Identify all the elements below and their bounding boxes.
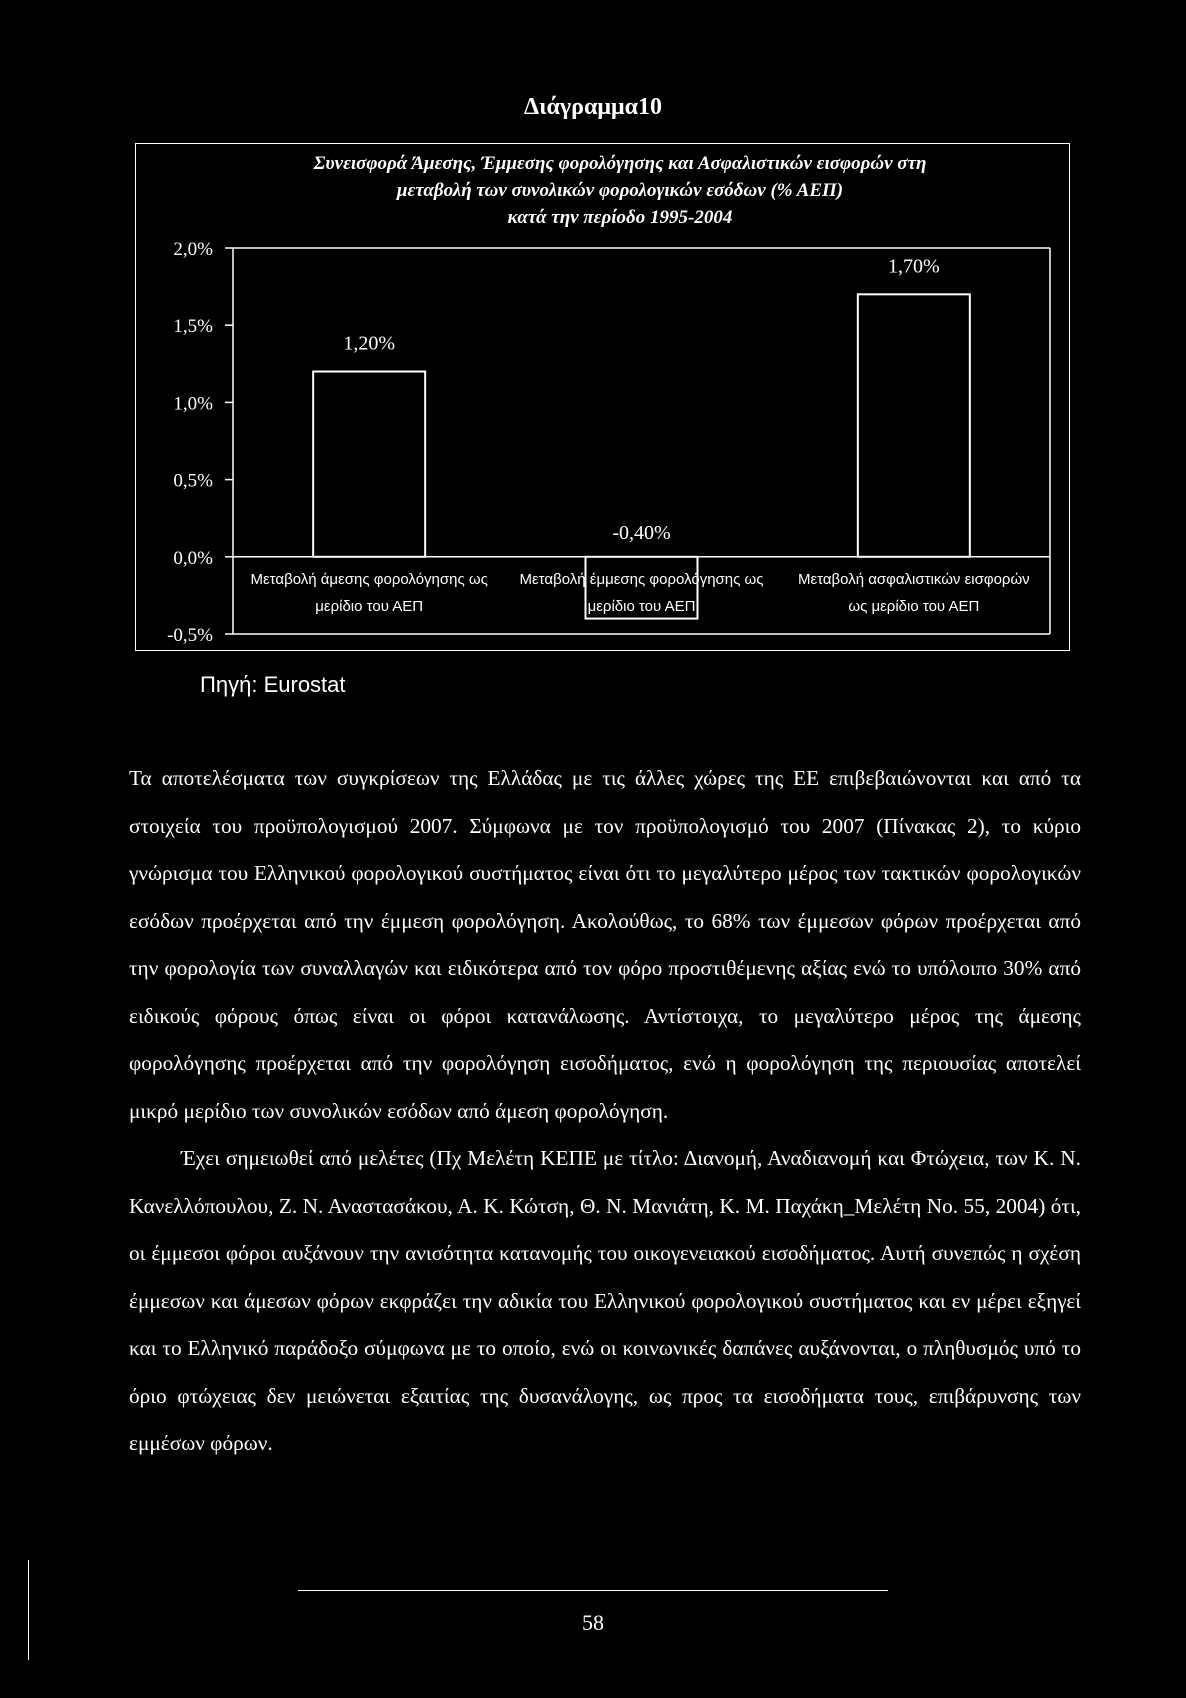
- chart-title: [240, 150, 1000, 231]
- category-label: Μεταβολή άμεσης φορολόγησης ως: [250, 570, 488, 588]
- source-label: Πηγή: Eurostat: [200, 672, 346, 697]
- category-label: Μεταβολή ασφαλιστικών εισφορών: [797, 570, 1030, 588]
- category-label: μερίδιο του ΑΕΠ: [315, 597, 424, 615]
- page-number: 58: [582, 1610, 604, 1635]
- y-tick-label: 0,0%: [173, 547, 213, 569]
- paragraph: Τα αποτελέσματα των συγκρίσεων της Ελλάδας με τις άλλες χώρες της ΕΕ επιβεβαιώνονται και από τα στοιχεία του προϋπολογισμού 2007. Σύμφωνα με τον προϋπολογισμό του 2007 (Πίνακας 2), το κύριο γνώρισμα του Ελληνικού φορολογικού συστήματος είναι ότι το μεγαλύτερο μέρος των τακτικών φορολογικών εσόδων προέρχεται από την έμμεση φορολόγηση. Ακολούθως, το 68% των έμμεσων φόρων προέρχεται από την φορολογία των συναλλαγών και ειδικότερα από τον φόρο προστιθέμενης αξίας ενώ το υπόλοιπο 30% από ειδικούς φόρους όπως είναι οι φόροι κατανάλωσης. Αντίστοιχα, το μεγαλύτερο μέρος της άμεσης φορολόγησης προέρχεται από την φορολόγηση εισοδήματος, ενώ η φορολόγηση της περιουσίας αποτελεί μικρό μερίδιο των συνολικών εσόδων από άμεση φορολόγηση.: [129, 766, 1081, 1123]
- footnote-rule: [298, 1590, 888, 1591]
- value-label: -0,40%: [612, 521, 671, 544]
- chart-title-line: κατά την περίοδο 1995-2004: [507, 207, 733, 228]
- y-tick-label: 0,5%: [173, 470, 213, 492]
- body-text: [129, 755, 1081, 1468]
- y-tick-label: 2,0%: [173, 239, 213, 260]
- bar-chart: [0, 0, 1186, 660]
- bar: [858, 294, 970, 556]
- value-label: 1,70%: [887, 255, 940, 278]
- paragraph: Έχει σημειωθεί από μελέτες (Πχ Μελέτη ΚΕΠΕ με τίτλο: Διανομή, Αναδιανομή και Φτώχεια, των Κ. Ν. Κανελλόπουλου, Ζ. Ν. Αναστασάκου, Α. Κ. Κώτση, Θ. Ν. Μανιάτη, Κ. Μ. Παχάκη_Μελέτη No. 55, 2004) ότι, οι έμμεσοι φόροι αυξάνουν την ανισότητα κατανομής του οικογενειακού εισοδήματος. Αυτή συνεπώς η σχέση έμμεσων και άμεσων φόρων εκφράζει την αδικία του Ελληνικού φορολογικού συστήματος και εν μέρει εξηγεί και το Ελληνικό παράδοξο σύμφωνα με το οποίο, ενώ οι κοινωνικές δαπάνες αυξάνονται, ο πληθυσμός υπό το όριο φτώχειας δεν μειώνεται εξαιτίας της δυσανάλογης, ως προς τα εισοδήματα τους, επιβάρυνσης των εμμέσων φόρων.: [129, 1146, 1081, 1455]
- diagram-title: Διάγραμμα10: [524, 94, 662, 120]
- value-labels: [343, 255, 939, 543]
- value-label: 1,20%: [343, 332, 396, 355]
- bar: [313, 372, 425, 557]
- y-tick-label: -0,5%: [167, 625, 213, 646]
- margin-line: [28, 1560, 29, 1660]
- y-tick-label: 1,5%: [173, 316, 213, 338]
- chart-title-line: Συνεισφορά Άμεσης, Έμμεσης φορολόγησης και Ασφαλιστικών εισφορών στη: [313, 153, 927, 174]
- chart-title-line: μεταβολή των συνολικών φορολογικών εσόδων (% ΑΕΠ): [396, 180, 844, 201]
- category-label: μερίδιο του ΑΕΠ: [587, 597, 696, 615]
- category-label: Μεταβολή έμμεσης φορολόγησης ως: [519, 570, 764, 588]
- y-tick-label: 1,0%: [173, 393, 213, 415]
- category-label: ως μερίδιο του ΑΕΠ: [848, 597, 980, 615]
